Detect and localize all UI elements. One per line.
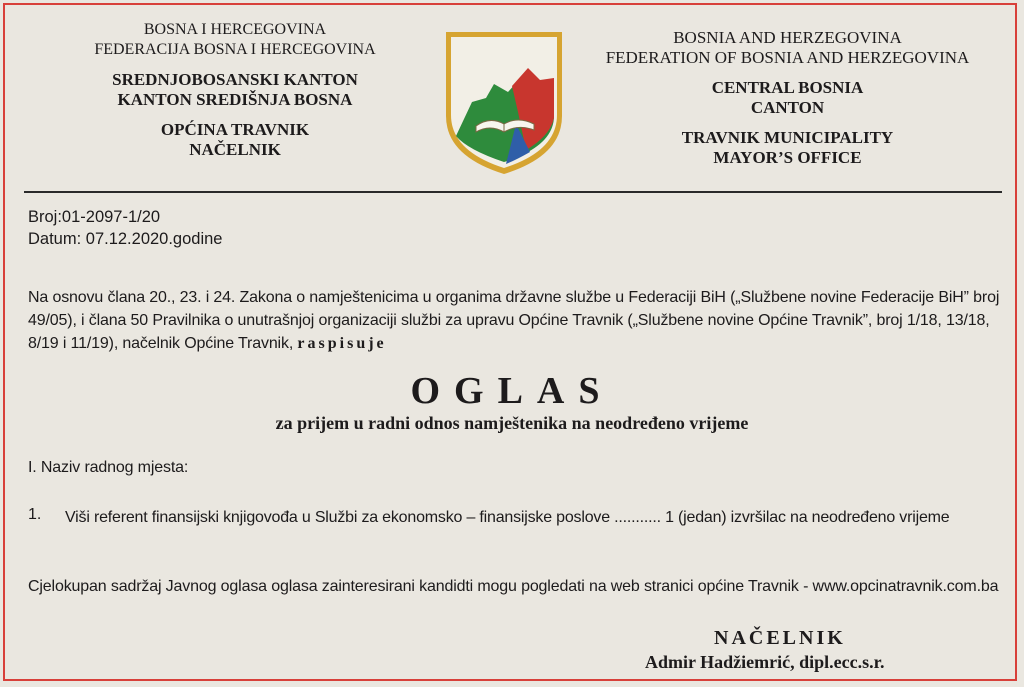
header-divider	[24, 191, 1002, 193]
intro-paragraph	[28, 286, 1000, 355]
notice-subtitle: za prijem u radni odnos namještenika na neodređeno vrijeme	[275, 413, 749, 433]
country-name-english: BOSNIA AND HERZEGOVINA	[673, 28, 902, 47]
office-name-english: MAYOR’S OFFICE	[713, 148, 862, 167]
intro-text: Na osnovu člana 20., 23. i 24. Zakona o namještenicima u organima državne službe u Federaciji BiH („Službene novine Federacije BiH” broj 49/05), i člana 50 Pravilnika o unutrašnjoj organizaciji službi za upravu Općine Travnik („Službene novine Općine Travnik”, broj 1/18, 13/18, 8/19 i 11/19), načelnik Općine Travnik,	[28, 289, 1000, 352]
signature-name: Admir Hadžiemrić, dipl.ecc.s.r.	[645, 652, 885, 672]
notice-title: OGLAS	[410, 370, 614, 412]
document-meta	[28, 206, 222, 250]
coat-of-arms-icon	[442, 28, 566, 178]
position-item-number: 1.	[28, 506, 42, 523]
intro-verb: raspisuje	[297, 335, 387, 352]
header-right-block	[565, 28, 1010, 168]
position-item-text: Viši referent finansijski knjigovođa u Službi za ekonomsko – finansijske poslove ........... 1 (jedan) izvršilac na neodređeno vrijeme	[65, 509, 950, 526]
closing-paragraph: Cjelokupan sadržaj Javnog oglasa oglasa zainteresirani kandidti mogu pogledati na web stranici općine Travnik - www.opcinatravnik.com.ba	[28, 578, 999, 595]
section-heading: I. Naziv radnog mjesta:	[28, 459, 189, 476]
federation-name-english: FEDERATION OF BOSNIA AND HERZEGOVINA	[605, 48, 970, 67]
signature-title: NAČELNIK	[714, 627, 846, 649]
canton-name-english-1: CENTRAL BOSNIA	[711, 78, 864, 97]
canton-name-local-1: SREDNJOBOSANSKI KANTON	[112, 70, 358, 89]
office-name-local: NAČELNIK	[189, 140, 281, 159]
country-name-local: BOSNA I HERCEGOVINA	[143, 21, 327, 38]
canton-name-local-2: KANTON SREDIŠNJA BOSNA	[117, 90, 353, 109]
canton-name-english-2: CANTON	[750, 98, 825, 117]
header-left-block	[70, 20, 400, 160]
municipality-name-english: TRAVNIK MUNICIPALITY	[681, 128, 894, 147]
document-date: Datum: 07.12.2020.godine	[28, 230, 223, 248]
federation-name-local: FEDERACIJA BOSNA I HERCEGOVINA	[94, 41, 376, 58]
document-number: Broj:01-2097-1/20	[28, 208, 161, 226]
municipality-name-local: OPĆINA TRAVNIK	[160, 120, 310, 139]
